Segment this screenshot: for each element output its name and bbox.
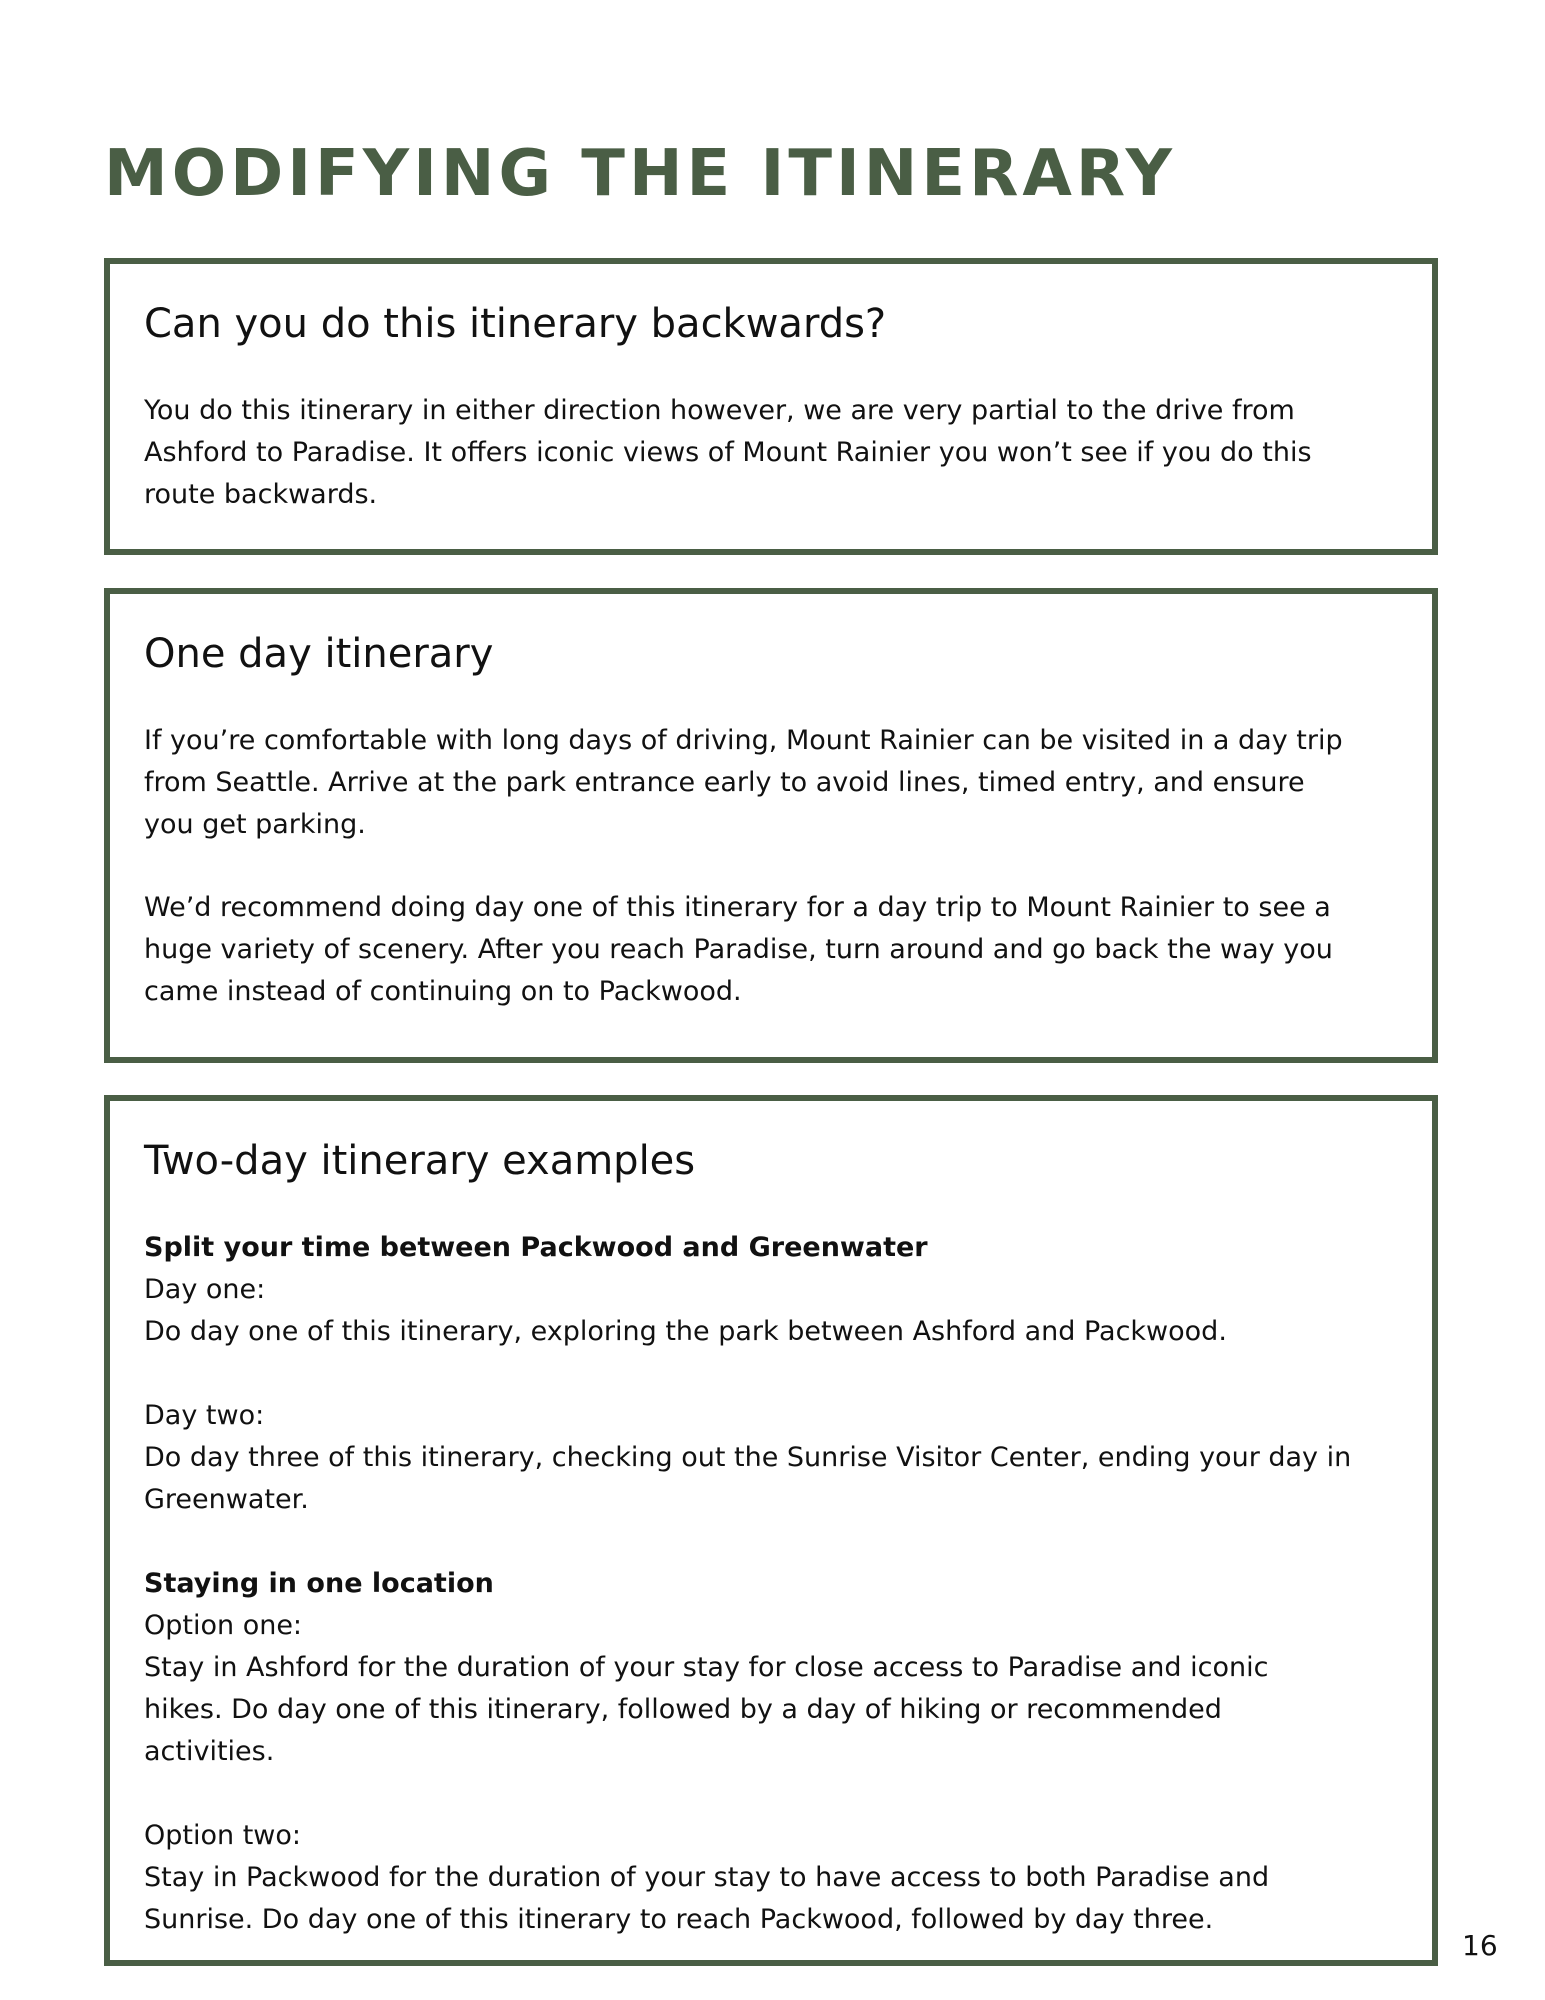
backwards-heading: Can you do this itinerary backwards? xyxy=(144,301,887,347)
split-day-two-label: Day two: xyxy=(144,1400,265,1431)
backwards-body: You do this itinerary in either direction however, we are very partial to the drive from Ashford to Paradise. It offers iconic views of Mount Rainier you won’t see if you do this route backwards. xyxy=(144,395,1312,510)
one-day-card xyxy=(104,588,1438,1063)
split-time-title: Split your time between Packwood and Greenwater xyxy=(144,1232,928,1263)
one-day-paragraph-1: If you’re comfortable with long days of driving, Mount Rainier can be visited in a day trip from Seattle. Arrive at the park entrance early to avoid lines, timed entry, and ensure you get parking. xyxy=(144,725,1343,840)
split-day-two-text: Do day three of this itinerary, checking out the Sunrise Visitor Center, ending your day in Greenwater. xyxy=(144,1442,1352,1515)
split-day-one-label: Day one: xyxy=(144,1274,266,1305)
two-day-card xyxy=(104,1095,1438,1966)
page-number: 16 xyxy=(1462,1929,1498,1962)
one-day-heading: One day itinerary xyxy=(144,631,494,677)
two-day-heading: Two-day itinerary examples xyxy=(144,1138,696,1184)
one-day-paragraph-2: We’d recommend doing day one of this itinerary for a day trip to Mount Rainier to see a huge variety of scenery. After you reach Paradise, turn around and go back the way you came instead of continuing on to Packwood. xyxy=(144,892,1333,1007)
option-two-label: Option two: xyxy=(144,1820,301,1851)
spacer xyxy=(144,1773,1398,1815)
option-one-text: Stay in Ashford for the duration of your stay for close access to Paradise and iconic hikes. Do day one of this itinerary, followed by a day of hiking or recommended activities. xyxy=(144,1652,1269,1767)
split-day-one-text: Do day one of this itinerary, exploring the park between Ashford and Packwood. xyxy=(144,1316,1227,1347)
one-location-title: Staying in one location xyxy=(144,1568,494,1599)
option-one-label: Option one: xyxy=(144,1610,303,1641)
spacer xyxy=(144,1521,1398,1563)
page-title: MODIFYING THE ITINERARY xyxy=(104,137,1176,211)
spacer xyxy=(144,1353,1398,1395)
backwards-card xyxy=(104,258,1438,555)
option-two-text: Stay in Packwood for the duration of your stay to have access to both Paradise and Sunrise. Do day one of this itinerary to reach Packwood, followed by day three. xyxy=(144,1862,1270,1935)
